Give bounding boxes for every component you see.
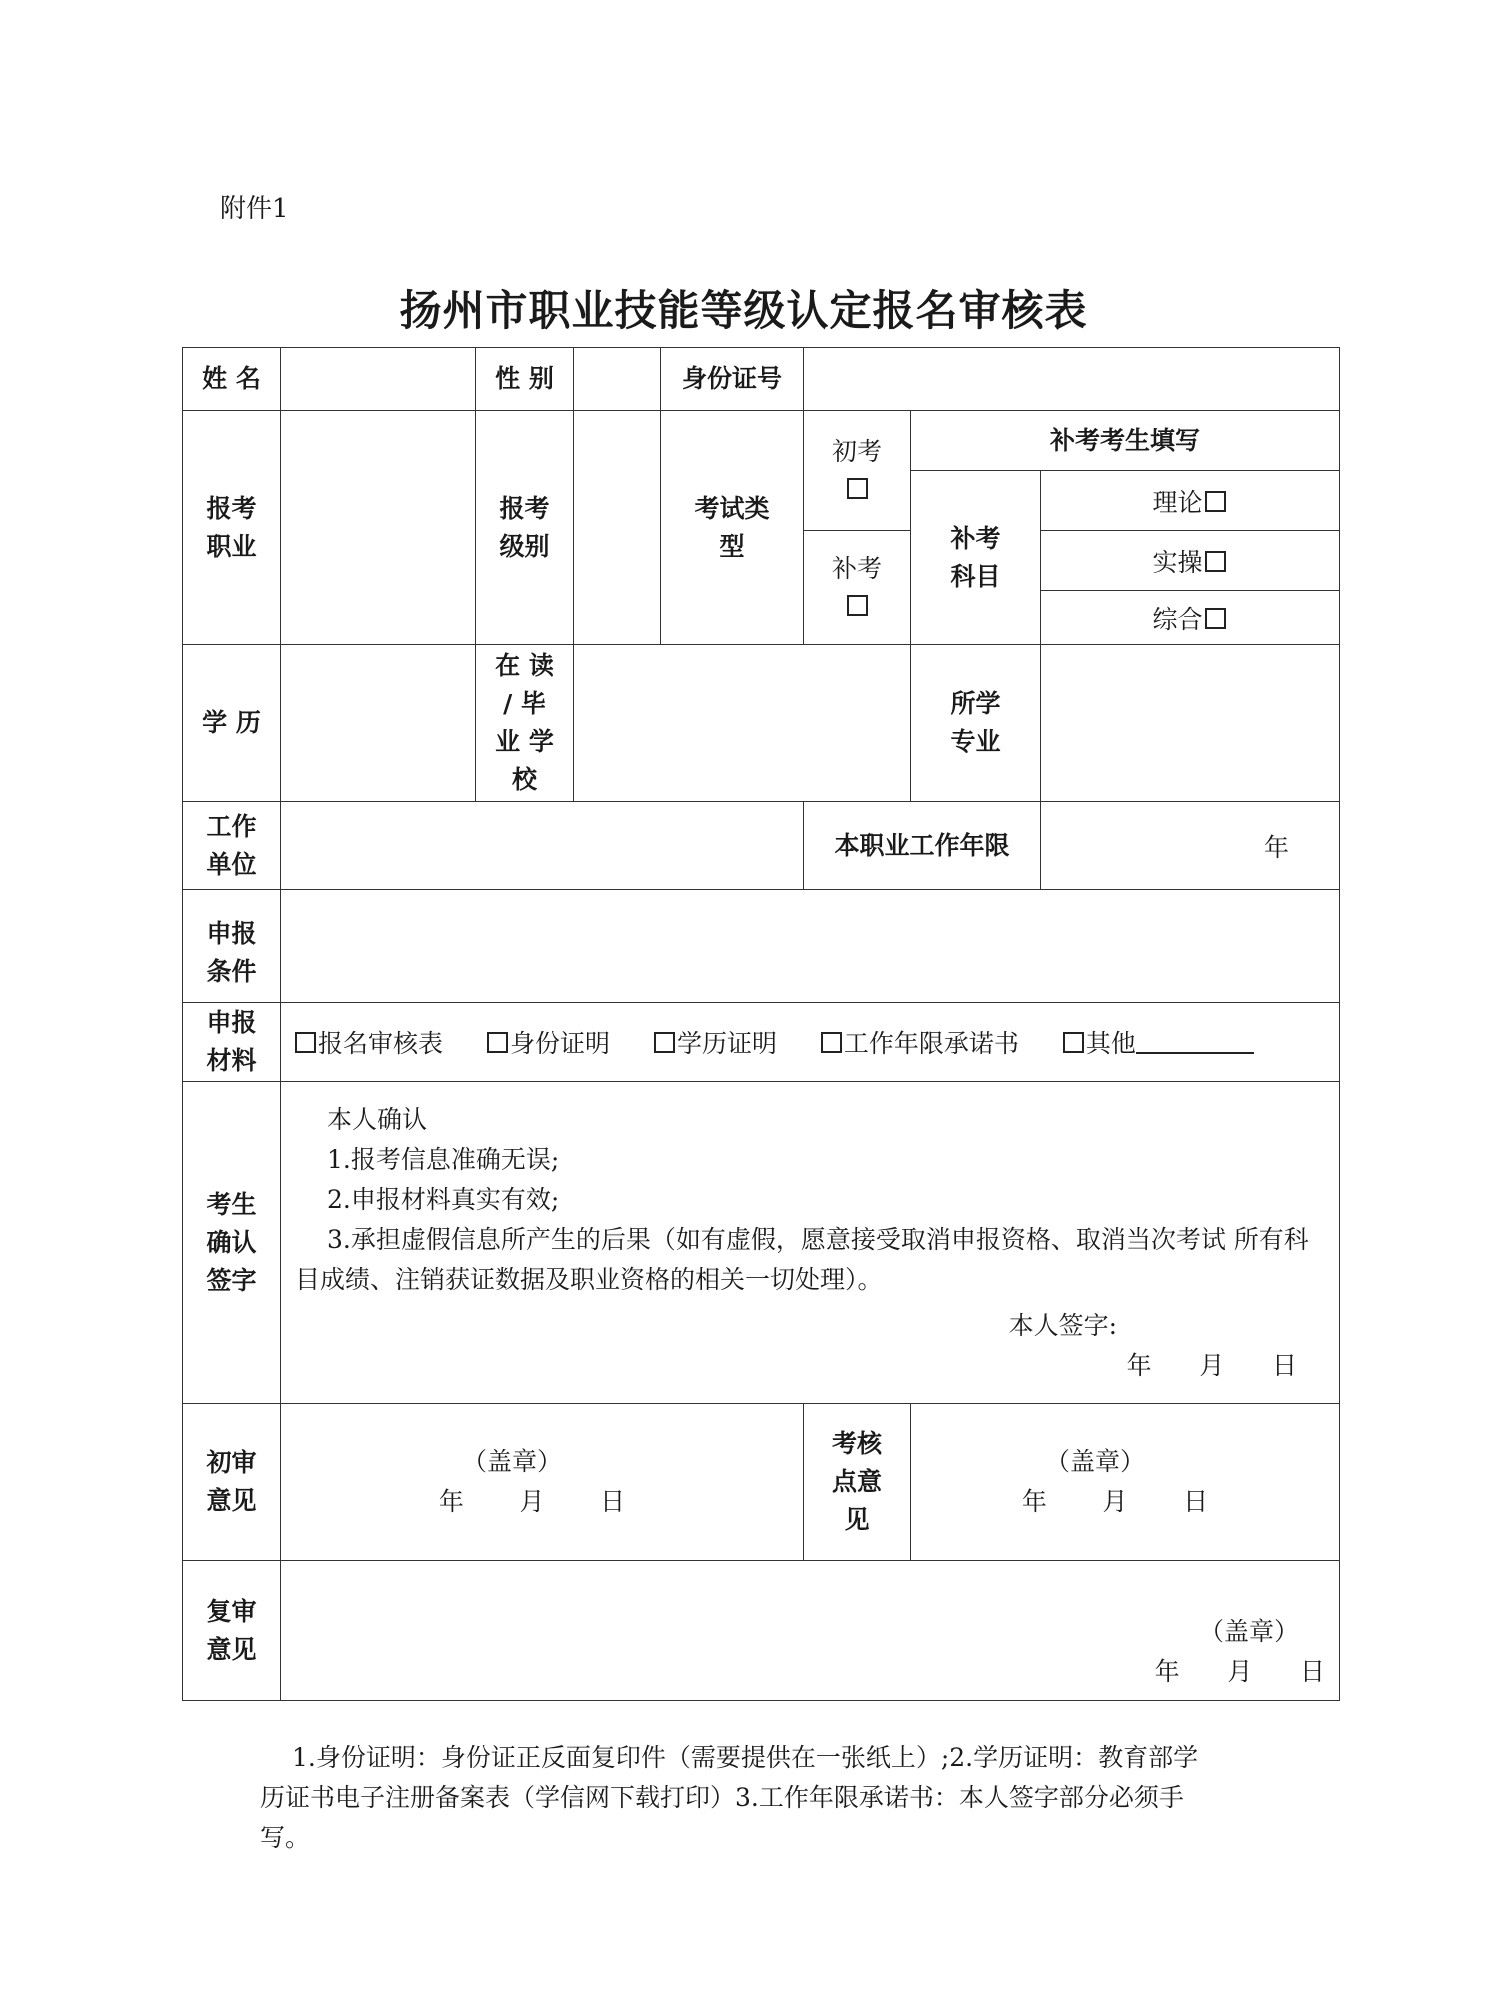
material-other-label: 其他 bbox=[1085, 1029, 1136, 1058]
theory-checkbox[interactable] bbox=[1205, 491, 1226, 512]
first-exam-label: 初考 bbox=[831, 436, 882, 466]
center-review-seal: （盖章） bbox=[1045, 1447, 1146, 1476]
practice-checkbox[interactable] bbox=[1205, 551, 1226, 572]
comprehensive-checkbox[interactable] bbox=[1205, 608, 1226, 629]
first-exam-checkbox[interactable] bbox=[847, 478, 868, 499]
footnote: 1.身份证明：身份证正反面复印件（需要提供在一张纸上）;2.学历证明：教育部学历证书电子注册备案表（学信网下载打印）3.工作年限承诺书：本人签字部分必须手写。 bbox=[260, 1743, 1199, 1852]
initial-review-label: 初审意见 bbox=[183, 1404, 281, 1561]
first-exam-option[interactable] bbox=[804, 411, 911, 531]
school-label: 在 读 / 毕 业 学校 bbox=[476, 645, 574, 802]
material-education-label: 学历证明 bbox=[676, 1029, 777, 1058]
occupation-field[interactable] bbox=[281, 411, 476, 645]
material-id-checkbox[interactable] bbox=[487, 1032, 508, 1053]
employer-label: 工作单位 bbox=[183, 802, 281, 890]
material-id-option[interactable] bbox=[485, 1029, 610, 1058]
material-work-years-label: 工作年限承诺书 bbox=[843, 1029, 1019, 1058]
material-other-blank[interactable] bbox=[1136, 1028, 1254, 1054]
theory-label: 理论 bbox=[1152, 487, 1203, 517]
material-education-option[interactable] bbox=[652, 1029, 777, 1058]
center-review-field[interactable] bbox=[911, 1404, 1340, 1561]
exam-type-label: 考试类型 bbox=[661, 411, 804, 645]
confirm-line-3: 3.承担虚假信息所产生的后果（如有虚假，愿意接受取消申报资格、取消当次考试 所有科目成绩、注销获证数据及职业资格的相关一切处理）。 bbox=[295, 1225, 1309, 1294]
retake-fill-header: 补考考生填写 bbox=[911, 411, 1340, 471]
theory-option[interactable] bbox=[1041, 471, 1340, 531]
practice-option[interactable] bbox=[1041, 531, 1340, 591]
confirm-line-1: 1.报考信息准确无误; bbox=[327, 1145, 560, 1174]
retake-option[interactable] bbox=[804, 531, 911, 645]
employer-field[interactable] bbox=[281, 802, 804, 890]
materials-options bbox=[281, 1003, 1340, 1082]
name-label: 姓 名 bbox=[183, 348, 281, 411]
level-field[interactable] bbox=[574, 411, 661, 645]
id-number-field[interactable] bbox=[804, 348, 1340, 411]
material-id-label: 身份证明 bbox=[509, 1029, 610, 1058]
confirm-label: 考生确认签字 bbox=[183, 1082, 281, 1404]
id-number-label: 身份证号 bbox=[661, 348, 804, 411]
name-field[interactable] bbox=[281, 348, 476, 411]
confirm-intro: 本人确认 bbox=[327, 1105, 428, 1134]
material-form-label: 报名审核表 bbox=[318, 1029, 444, 1058]
initial-review-seal: （盖章） bbox=[461, 1447, 562, 1476]
confirm-line-2: 2.申报材料真实有效; bbox=[327, 1185, 560, 1214]
material-form-checkbox[interactable] bbox=[295, 1032, 316, 1053]
final-review-seal: （盖章） bbox=[1199, 1617, 1300, 1646]
form-title: 扬州市职业技能等级认定报名审核表 bbox=[399, 286, 1088, 335]
material-work-years-checkbox[interactable] bbox=[821, 1032, 842, 1053]
retake-checkbox[interactable] bbox=[847, 595, 868, 616]
signature-label[interactable]: 本人签字: bbox=[1008, 1311, 1118, 1340]
final-review-date: 年 月 日 bbox=[1154, 1657, 1326, 1686]
education-label: 学 历 bbox=[183, 645, 281, 802]
gender-label: 性 别 bbox=[476, 348, 574, 411]
work-years-field[interactable] bbox=[1041, 802, 1340, 890]
retake-subject-label: 补考科目 bbox=[911, 471, 1041, 645]
work-years-label: 本职业工作年限 bbox=[804, 802, 1041, 890]
conditions-field[interactable] bbox=[281, 890, 1340, 1003]
material-education-checkbox[interactable] bbox=[654, 1032, 675, 1053]
center-review-date: 年 月 日 bbox=[1021, 1487, 1209, 1516]
occupation-label: 报考职业 bbox=[183, 411, 281, 645]
initial-review-date: 年 月 日 bbox=[438, 1487, 626, 1516]
materials-label: 申报材料 bbox=[183, 1003, 281, 1082]
education-field[interactable] bbox=[281, 645, 476, 802]
signature-date[interactable]: 年 月 日 bbox=[1126, 1351, 1298, 1380]
center-review-label: 考核点意见 bbox=[804, 1404, 911, 1561]
comprehensive-label: 综合 bbox=[1152, 604, 1203, 634]
practice-label: 实操 bbox=[1152, 547, 1203, 577]
material-work-years-option[interactable] bbox=[819, 1029, 1019, 1058]
major-label: 所学专业 bbox=[911, 645, 1041, 802]
material-other-checkbox[interactable] bbox=[1063, 1032, 1084, 1053]
final-review-field[interactable] bbox=[281, 1561, 1340, 1701]
registration-form bbox=[182, 347, 1340, 1701]
material-form-option[interactable] bbox=[293, 1029, 443, 1058]
initial-review-field[interactable] bbox=[281, 1404, 804, 1561]
attachment-label: 附件1 bbox=[220, 194, 289, 224]
work-years-unit: 年 bbox=[1264, 832, 1290, 862]
school-field[interactable] bbox=[574, 645, 911, 802]
major-field[interactable] bbox=[1041, 645, 1340, 802]
retake-label: 补考 bbox=[831, 553, 882, 583]
conditions-label: 申报条件 bbox=[183, 890, 281, 1003]
final-review-label: 复审意见 bbox=[183, 1561, 281, 1701]
comprehensive-option[interactable] bbox=[1041, 591, 1340, 645]
level-label: 报考级别 bbox=[476, 411, 574, 645]
confirm-section bbox=[281, 1082, 1340, 1404]
material-other-option[interactable] bbox=[1061, 1029, 1254, 1058]
gender-field[interactable] bbox=[574, 348, 661, 411]
